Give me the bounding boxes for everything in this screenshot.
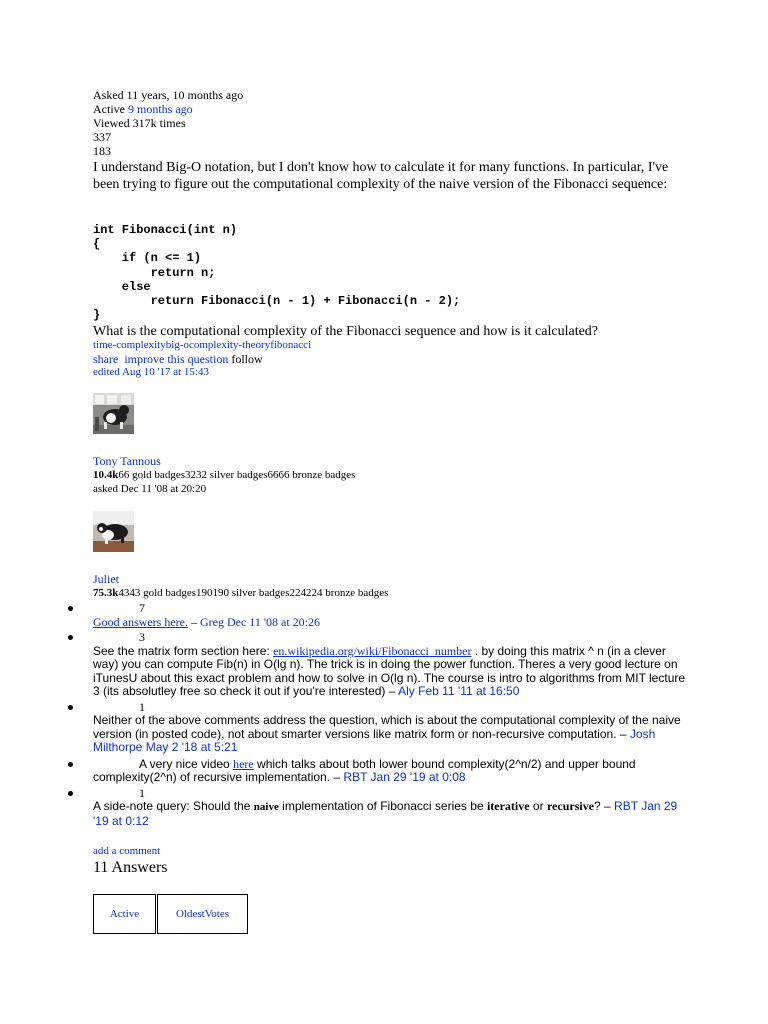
bookmark-count: 183 xyxy=(93,144,111,158)
comment-user[interactable]: RBT xyxy=(343,770,368,784)
bullet-icon xyxy=(68,705,73,710)
post-actions xyxy=(93,352,263,367)
comment-item: 3 See the matrix form section here: en.wikipedia.org/wiki/Fibonacci_number . by doing this matrix ^ n (in a clever way) you can compute Fib(n) in O(lg n). The trick is in doing the power function. Theres a very good lecture on iTunesU about this exact problem and how to solve in O(lg n). The course is intro to algorithms from MIT lecture 3 (its absolutley free so check it out if you're interested) – Aly Feb 11 '11 at 16:50 xyxy=(0,631,690,699)
comment-score: 7 xyxy=(139,601,145,615)
edited-info[interactable]: edited Aug 10 '17 at 15:43 xyxy=(93,366,209,378)
editor-stats: 10.4k66 gold badges3232 silver badges6666 bronze badges xyxy=(93,469,356,481)
improve-link[interactable]: improve this question xyxy=(124,352,229,366)
comment-user[interactable]: Aly xyxy=(398,684,415,698)
comment-score: 1 xyxy=(139,785,145,800)
comment-item: 7 Good answers here. – Greg Dec 11 '08 at 20:26 xyxy=(0,602,690,629)
answers-count: 11 Answers xyxy=(93,859,168,876)
question-followup: What is the computational complexity of the Fibonacci sequence and how is it calculated? xyxy=(93,324,599,339)
comment-item: 1 Neither of the above comments address the question, which is about the computational complexity of the naive version (in posted code), not about smarter versions like matrix form or non-recursive computation. – Josh Milthorpe May 2 '18 at 5:21 xyxy=(0,701,690,755)
comment-date[interactable]: Jan 29 '19 at 0:08 xyxy=(370,770,466,784)
comment-date[interactable]: May 2 '18 at 5:21 xyxy=(145,740,238,754)
comment-item: 1 A side-note query: Should the naive implementation of Fibonacci series be iterative or recursive? – RBT Jan 29 '19 at 0:12 xyxy=(0,787,690,829)
comment-link[interactable]: Good answers here. xyxy=(93,614,188,629)
bullet-icon xyxy=(68,762,73,767)
bullet-icon xyxy=(68,635,73,640)
vote-count: 337 xyxy=(93,130,111,144)
comment-date[interactable]: Dec 11 '08 at 20:26 xyxy=(226,614,320,629)
tab-active[interactable]: Active xyxy=(93,894,156,934)
viewed-meta: Viewed 317k times xyxy=(93,116,186,130)
tag-fibonacci[interactable]: fibonacci xyxy=(270,339,312,351)
comment-score: 1 xyxy=(139,699,145,714)
add-comment-link[interactable]: add a comment xyxy=(93,845,161,857)
asker-avatar[interactable] xyxy=(93,511,134,556)
tag-big-o[interactable]: big-o xyxy=(165,339,189,351)
asker-stats: 75.3k4343 gold badges190190 silver badges224224 bronze badges xyxy=(93,587,389,599)
comment-item: A very nice video here which talks about both lower bound complexity(2^n/2) and upper bound complexity(2^n) of recursive implementation. – RBT Jan 29 '19 at 0:08 xyxy=(0,758,690,785)
share-link[interactable]: share xyxy=(93,352,119,366)
sort-tabs xyxy=(93,894,248,934)
tab-oldest[interactable]: Oldest xyxy=(176,908,205,920)
tag-complexity-theory[interactable]: complexity-theory xyxy=(188,339,271,351)
comment-user[interactable]: Greg xyxy=(199,614,224,629)
asked-date: asked Dec 11 '08 at 20:20 xyxy=(93,483,207,495)
comment-list xyxy=(0,602,690,828)
comment-link[interactable]: here xyxy=(233,756,254,771)
tab-oldest-votes[interactable] xyxy=(157,894,248,934)
editor-avatar[interactable] xyxy=(93,393,134,438)
comment-score: 3 xyxy=(139,630,145,644)
active-meta: Active 9 months ago xyxy=(93,102,193,116)
editor-name[interactable]: Tony Tannous xyxy=(93,454,161,468)
comment-date[interactable]: Jan 29 '19 at 0:12 xyxy=(93,799,678,828)
comment-link[interactable]: en.wikipedia.org/wiki/Fibonacci_number xyxy=(273,643,472,658)
asked-meta: Asked 11 years, 10 months ago xyxy=(93,88,244,102)
tab-votes[interactable]: Votes xyxy=(204,908,229,920)
question-body: I understand Big-O notation, but I don't know how to calculate it for many functions. In particular, I've been trying to figure out the computational complexity of the naive version of the Fibonacci sequence: xyxy=(93,160,669,192)
cat-avatar-icon xyxy=(93,511,134,552)
bullet-icon xyxy=(68,791,73,796)
comment-date[interactable]: Feb 11 '11 at 16:50 xyxy=(418,684,520,698)
active-link[interactable]: 9 months ago xyxy=(128,102,193,116)
asker-name[interactable]: Juliet xyxy=(93,572,119,586)
cat-avatar-icon xyxy=(93,393,134,434)
follow-link[interactable]: follow xyxy=(231,352,263,366)
code-block: int Fibonacci(int n) { if (n <= 1) return n; else return Fibonacci(n - 1) + Fibonacci(n - 2); } xyxy=(93,223,461,323)
tag-list xyxy=(93,339,311,351)
comment-user[interactable]: RBT xyxy=(614,799,638,813)
tag-time-complexity[interactable]: time-complexity xyxy=(93,339,166,351)
comment-user[interactable]: Josh Milthorpe xyxy=(93,726,656,754)
bullet-icon xyxy=(68,606,73,611)
